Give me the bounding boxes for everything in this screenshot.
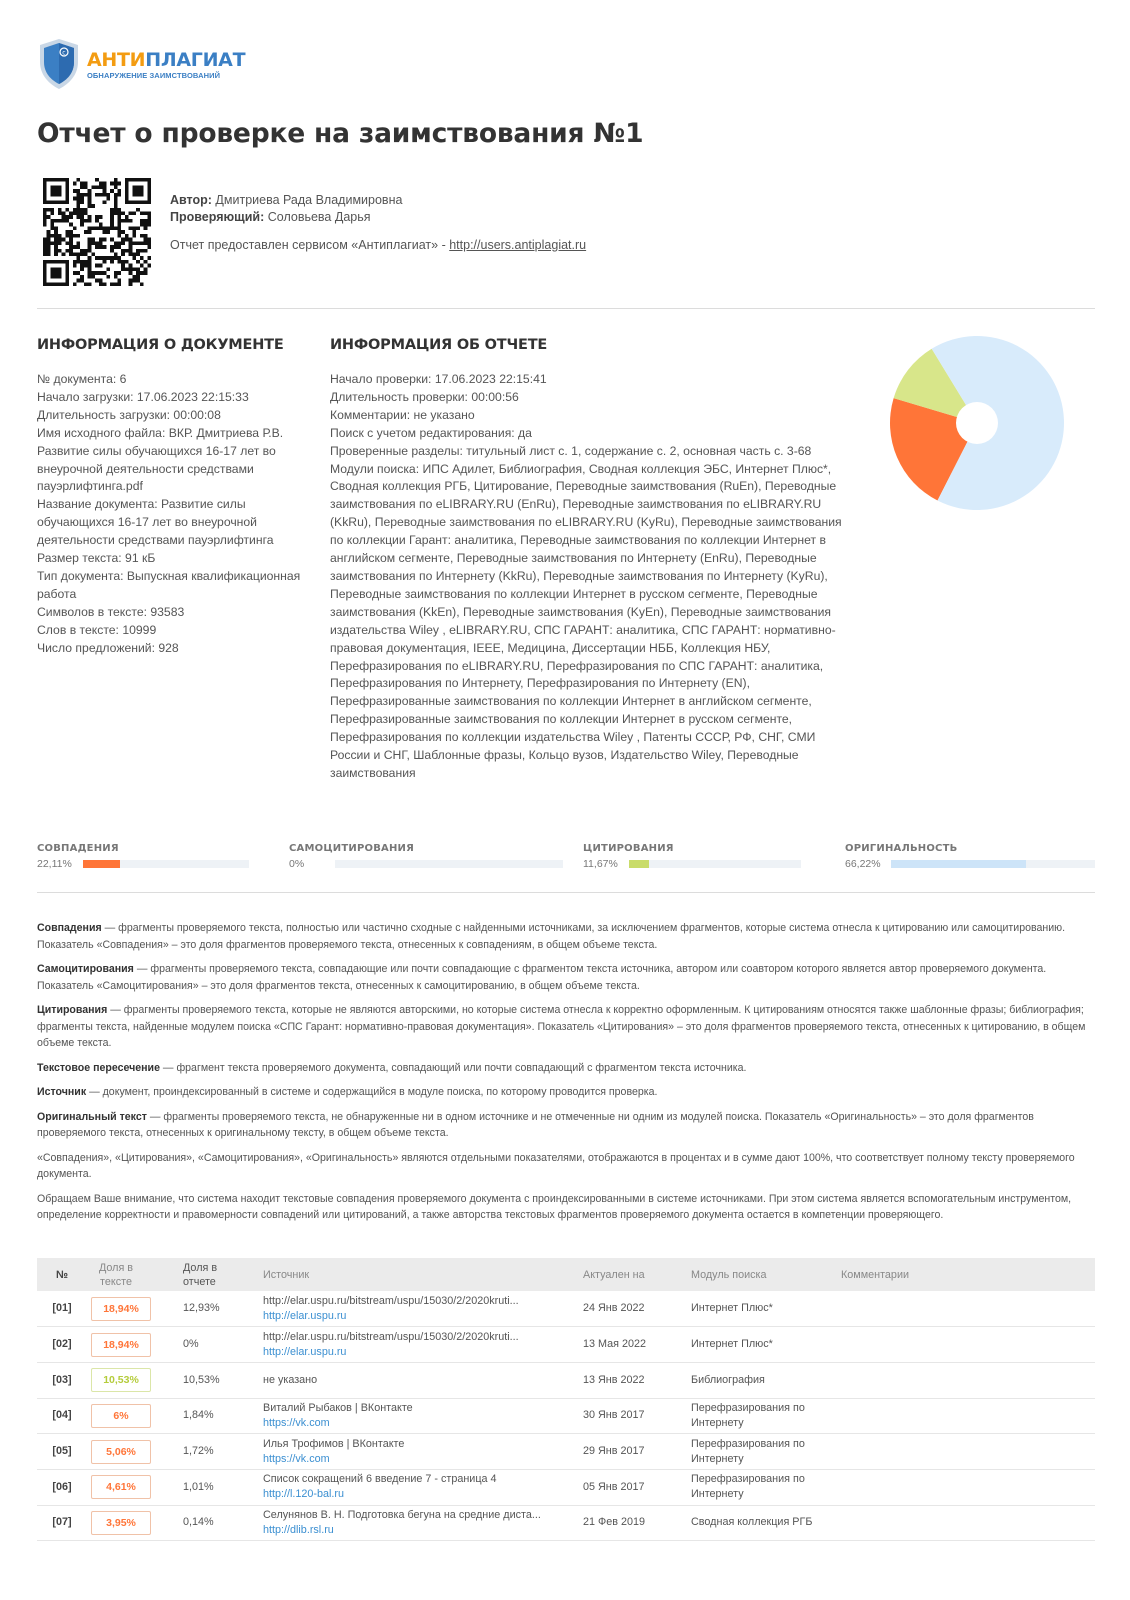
row-source <box>259 1291 579 1327</box>
row-num: [02] <box>37 1327 87 1363</box>
doc-info-line: Символов в тексте: 93583 <box>37 604 185 619</box>
author-line: Автор: Дмитриева Рада Владимировна <box>170 193 403 207</box>
doc-info-line: Начало загрузки: 17.06.2023 22:15:33 <box>37 389 249 404</box>
divider <box>37 892 1095 893</box>
row-share-report: 1,72% <box>179 1434 259 1470</box>
share-badge: 18,94% <box>91 1297 151 1321</box>
table-row[interactable] <box>37 1398 1095 1434</box>
definition-text: — фрагменты проверяемого текста, которые не являются авторскими, но которые система отнесла к корректно оформленным. К цитированиям относятся также шаблонные фразы; библиография; фрагменты текста, найденные модулем поиска «СПС Гарант: нормативно-правовая документация». Показатель «Цитирования» – это доля фрагментов проверяемого текста, отнесенных к цитированию, в общем объеме текста. <box>37 1004 1086 1049</box>
row-num: [01] <box>37 1291 87 1327</box>
stats-bar <box>37 843 1095 873</box>
antiplagiat-logo <box>38 38 245 90</box>
row-module: Сводная коллекция РГБ <box>687 1505 837 1541</box>
row-comments <box>837 1291 1095 1327</box>
doc-info-line: Имя исходного файла: ВКР. Дмитриева Р.В. Развитие силы обучающихся 16-17 лет во внеурочной деятельности средствами пауэрлифтинга.pdf <box>37 425 284 494</box>
definitions <box>37 920 1095 1232</box>
row-module: Библиография <box>687 1362 837 1398</box>
row-date: 21 Фев 2019 <box>579 1505 687 1541</box>
table-row[interactable] <box>37 1434 1095 1470</box>
share-badge: 3,95% <box>91 1511 151 1535</box>
definition-text: «Совпадения», «Цитирования», «Самоцитирования», «Оригинальность» являются отдельными показателями, отображаются в процентах и в сумме дают 100%, что соответствует полному тексту проверяемого документа. <box>37 1151 1075 1180</box>
shield-logo-icon <box>38 38 80 90</box>
stat-label: СОВПАДЕНИЯ <box>37 843 119 854</box>
table-header-row <box>37 1258 1095 1291</box>
definition-paragraph <box>37 1002 1095 1052</box>
definition-term: Источник <box>37 1086 87 1098</box>
stat-item <box>289 843 563 870</box>
stat-item <box>583 843 801 870</box>
table-row[interactable] <box>37 1469 1095 1505</box>
stat-fill <box>891 860 1026 868</box>
stat-track <box>335 860 563 868</box>
source-title: Виталий Рыбаков | ВКонтакте <box>263 1401 413 1414</box>
row-num: [07] <box>37 1505 87 1541</box>
stat-label: ОРИГИНАЛЬНОСТЬ <box>845 843 958 854</box>
stat-value: 0% <box>289 858 305 870</box>
stat-value: 11,67% <box>583 858 618 870</box>
definition-text: — фрагменты проверяемого текста, не обнаруженные ни в одном источнике и не отмеченные ни одним из модулей поиска. Показатель «Оригинальность» – это доля фрагментов проверяемого текста, отнесенных к оригинальному тексту, в общем объеме текста. <box>37 1110 1034 1139</box>
stat-label: ЦИТИРОВАНИЯ <box>583 843 674 854</box>
stat-fill <box>83 860 120 868</box>
source-title: Илья Трофимов | ВКонтакте <box>263 1437 405 1450</box>
col-share-text: Доля в тексте <box>87 1258 179 1291</box>
row-comments <box>837 1505 1095 1541</box>
row-share-text-cell <box>87 1291 179 1327</box>
definition-text: — фрагменты проверяемого текста, совпадающие или почти совпадающие с фрагментом текста источника, автором или соавтором которого является автор проверяемого документа. Показатель «Самоцитирования» – это доля фрагментов текста, отнесенных к самоцитированию, в общем объеме текста. <box>37 963 1047 992</box>
row-date: 13 Мая 2022 <box>579 1327 687 1363</box>
source-link[interactable]: http://l.120-bal.ru <box>263 1488 345 1501</box>
divider <box>37 308 1095 309</box>
source-title: не указано <box>263 1373 318 1386</box>
row-source <box>259 1398 579 1434</box>
row-date: 24 Янв 2022 <box>579 1291 687 1327</box>
row-share-report: 0% <box>179 1327 259 1363</box>
report-info-line: Комментарии: не указано <box>330 407 475 422</box>
col-date: Актуален на <box>579 1258 687 1291</box>
report-meta <box>170 192 586 254</box>
doc-info-line: Тип документа: Выпускная квалификационная работа <box>37 568 301 601</box>
stat-label: САМОЦИТИРОВАНИЯ <box>289 843 414 854</box>
row-source <box>259 1327 579 1363</box>
row-share-report: 10,53% <box>179 1362 259 1398</box>
row-share-report: 1,01% <box>179 1469 259 1505</box>
row-source <box>259 1362 579 1398</box>
row-share-text-cell <box>87 1469 179 1505</box>
report-info-heading: ИНФОРМАЦИЯ ОБ ОТЧЕТЕ <box>330 337 548 353</box>
definition-term: Самоцитирования <box>37 963 134 975</box>
stat-value: 22,11% <box>37 858 72 870</box>
definition-text: — документ, проиндексированный в системе и содержащийся в модуле поиска, по которому проводится проверка. <box>86 1086 658 1098</box>
row-date: 13 Янв 2022 <box>579 1362 687 1398</box>
source-title: Селунянов В. Н. Подготовка бегуна на средние диста... <box>263 1508 541 1521</box>
row-share-text-cell <box>87 1327 179 1363</box>
page-title: Отчет о проверке на заимствования №1 <box>37 118 644 149</box>
definition-text: — фрагменты проверяемого текста, полностью или частично сходные с найденными источниками, за исключением фрагментов, которые система отнесла к цитированию или самоцитированию. Показатель «Совпадения» – это доля фрагментов проверяемого текста, отнесенных к совпадениям, в общем объеме текста. <box>37 922 1066 951</box>
source-link[interactable]: https://vk.com <box>263 1452 330 1465</box>
service-link[interactable]: http://users.antiplagiat.ru <box>449 238 587 252</box>
row-comments <box>837 1434 1095 1470</box>
logo-name: АНТИПЛАГИАТ <box>87 48 246 71</box>
share-badge: 4,61% <box>91 1475 151 1499</box>
source-link[interactable]: https://vk.com <box>263 1416 330 1429</box>
stat-item <box>845 843 1095 870</box>
definition-paragraph <box>37 1060 1095 1077</box>
row-share-text-cell <box>87 1398 179 1434</box>
row-comments <box>837 1398 1095 1434</box>
col-source: Источник <box>259 1258 579 1291</box>
qr-code <box>43 178 151 286</box>
table-row[interactable] <box>37 1362 1095 1398</box>
stat-track <box>629 860 801 868</box>
stat-value: 66,22% <box>845 858 881 870</box>
doc-info-line: Размер текста: 91 кБ <box>37 551 156 566</box>
svg-text:c: c <box>62 49 66 57</box>
share-badge: 10,53% <box>91 1368 151 1392</box>
definition-paragraph <box>37 1109 1095 1142</box>
definition-term: Цитирования <box>37 1004 108 1016</box>
logo-subtitle: ОБНАРУЖЕНИЕ ЗАИМСТВОВАНИЙ <box>87 70 221 80</box>
share-badge: 6% <box>91 1404 151 1428</box>
row-module: Интернет Плюс* <box>687 1327 837 1363</box>
share-badge: 18,94% <box>91 1333 151 1357</box>
row-comments <box>837 1362 1095 1398</box>
stat-item <box>37 843 249 870</box>
row-num: [06] <box>37 1469 87 1505</box>
row-source <box>259 1469 579 1505</box>
stat-fill <box>629 860 649 868</box>
definition-paragraph <box>37 1150 1095 1183</box>
definition-paragraph <box>37 1191 1095 1224</box>
table-row[interactable] <box>37 1291 1095 1327</box>
doc-info-line: Название документа: Развитие силы обучающихся 16-17 лет во внеурочной деятельности средствами пауэрлифтинга <box>37 497 274 548</box>
doc-info-line: Слов в тексте: 10999 <box>37 622 157 637</box>
provided-line: Отчет предоставлен сервисом «Антиплагиат» - http://users.antiplagiat.ru <box>170 238 587 252</box>
col-share-report: Доля в отчете <box>179 1258 259 1291</box>
stat-track <box>83 860 249 868</box>
row-share-text-cell <box>87 1434 179 1470</box>
pie-hole <box>956 402 998 444</box>
report-info-line: Модули поиска: ИПС Адилет, Библиография, Сводная коллекция ЭБС, Интернет Плюс*, Сводная коллекция РГБ, Цитирование, Переводные заимствования (RuEn), Переводные заимствования по eLIBRARY.RU (EnRu), Переводные заимствования по eLIBRARY.RU (KkRu), Переводные заимствования по eLIBRARY.RU (KyRu), Переводные заимствования по коллекции Гарант: аналитика, Переводные заимствования по коллекции Интернет в английском сегменте, Переводные заимствования по Интернету (EnRu), Переводные заимствования по Интернету (KkRu), Переводные заимствования по Интернету (KyRu), Переводные заимствования по коллекции Интернет в русском сегменте, Переводные заимствования (KkEn), Переводные заимствования (KyEn), Переводные заимствования издательства Wiley , eLIBRARY.RU, СПС ГАРАНТ: аналитика, СПС ГАРАНТ: нормативно-правовая документация, IEEE, Медицина, Диссертации НББ, Коллекция НБУ, Перефразирования по eLIBRARY.RU, Перефразирования по СПС ГАРАНТ: аналитика, Перефразирования по Интернету, Перефразирования по Интернету (EN), Перефразированные заимствования по коллекции Интернет в английском сегменте, Перефразированные заимствования по коллекции Интернет в русском сегменте, Перефразирования по коллекции издательства Wiley , Патенты СССР, РФ, СНГ, СМИ России и СНГ, Шаблонные фразы, Кольцо вузов, Издательство Wiley, Переводные заимствования <box>330 461 842 780</box>
col-comments: Комментарии <box>837 1258 1095 1291</box>
row-num: [05] <box>37 1434 87 1470</box>
col-num: № <box>37 1258 87 1291</box>
source-title: http://elar.uspu.ru/bitstream/uspu/15030/2/2020kruti... <box>263 1330 519 1343</box>
row-share-report: 0,14% <box>179 1505 259 1541</box>
row-module: Интернет Плюс* <box>687 1291 837 1327</box>
share-badge: 5,06% <box>91 1440 151 1464</box>
source-link[interactable]: http://elar.uspu.ru <box>263 1309 347 1322</box>
definition-paragraph <box>37 1084 1095 1101</box>
definition-paragraph <box>37 920 1095 953</box>
row-num: [04] <box>37 1398 87 1434</box>
definition-term: Оригинальный текст <box>37 1110 147 1123</box>
col-module: Модуль поиска <box>687 1258 837 1291</box>
row-date: 30 Янв 2017 <box>579 1398 687 1434</box>
row-share-report: 1,84% <box>179 1398 259 1434</box>
row-comments <box>837 1469 1095 1505</box>
doc-info-line: Длительность загрузки: 00:00:08 <box>37 407 221 422</box>
definition-term: Совпадения <box>37 922 102 934</box>
checker-line: Проверяющий: Соловьева Дарья <box>170 210 371 224</box>
pie-chart <box>890 336 1064 510</box>
row-share-report: 12,93% <box>179 1291 259 1327</box>
stat-track <box>891 860 1095 868</box>
report-info-line: Начало проверки: 17.06.2023 22:15:41 <box>330 372 547 386</box>
row-date: 05 Янв 2017 <box>579 1469 687 1505</box>
row-share-text-cell <box>87 1505 179 1541</box>
row-source <box>259 1434 579 1470</box>
source-link[interactable]: http://dlib.rsl.ru <box>263 1523 334 1536</box>
source-title: http://elar.uspu.ru/bitstream/uspu/15030/2/2020kruti... <box>263 1294 519 1307</box>
source-title: Список сокращений 6 введение 7 - страница 4 <box>263 1473 497 1486</box>
doc-info-heading: ИНФОРМАЦИЯ О ДОКУМЕНТЕ <box>37 337 284 353</box>
table-row[interactable] <box>37 1505 1095 1541</box>
definition-paragraph <box>37 961 1095 994</box>
row-module: Перефразирования по Интернету <box>687 1469 837 1505</box>
row-module: Перефразирования по Интернету <box>687 1398 837 1434</box>
report-info-line: Проверенные разделы: титульный лист с. 1, содержание с. 2, основная часть с. 3-68 <box>330 443 812 458</box>
row-comments <box>837 1327 1095 1363</box>
doc-info-line: Число предложений: 928 <box>37 640 179 655</box>
row-module: Перефразирования по Интернету <box>687 1434 837 1470</box>
report-info-list <box>330 371 845 783</box>
row-share-text-cell <box>87 1362 179 1398</box>
source-link[interactable]: http://elar.uspu.ru <box>263 1345 347 1358</box>
doc-info-line: № документа: 6 <box>37 372 127 386</box>
row-source <box>259 1505 579 1541</box>
row-num: [03] <box>37 1362 87 1398</box>
report-info-line: Поиск с учетом редактирования: да <box>330 425 532 440</box>
report-info-line: Длительность проверки: 00:00:56 <box>330 389 519 404</box>
definition-text: — фрагмент текста проверяемого документа, совпадающий или почти совпадающий с фрагментом текста источника. <box>159 1061 747 1074</box>
definition-term: Текстовое пересечение <box>37 1061 160 1074</box>
doc-info-list <box>37 371 302 658</box>
table-row[interactable] <box>37 1327 1095 1363</box>
definition-text: Обращаем Ваше внимание, что система находит текстовые совпадения проверяемого документа с проиндексированными в системе источниками. При этом система является вспомогательным инструментом, определение корректности и правомерности совпадений или цитирований, а также авторства текстовых фрагментов проверяемого документа остается в компетенции проверяющего. <box>37 1192 1072 1221</box>
row-date: 29 Янв 2017 <box>579 1434 687 1470</box>
sources-table <box>37 1258 1095 1541</box>
